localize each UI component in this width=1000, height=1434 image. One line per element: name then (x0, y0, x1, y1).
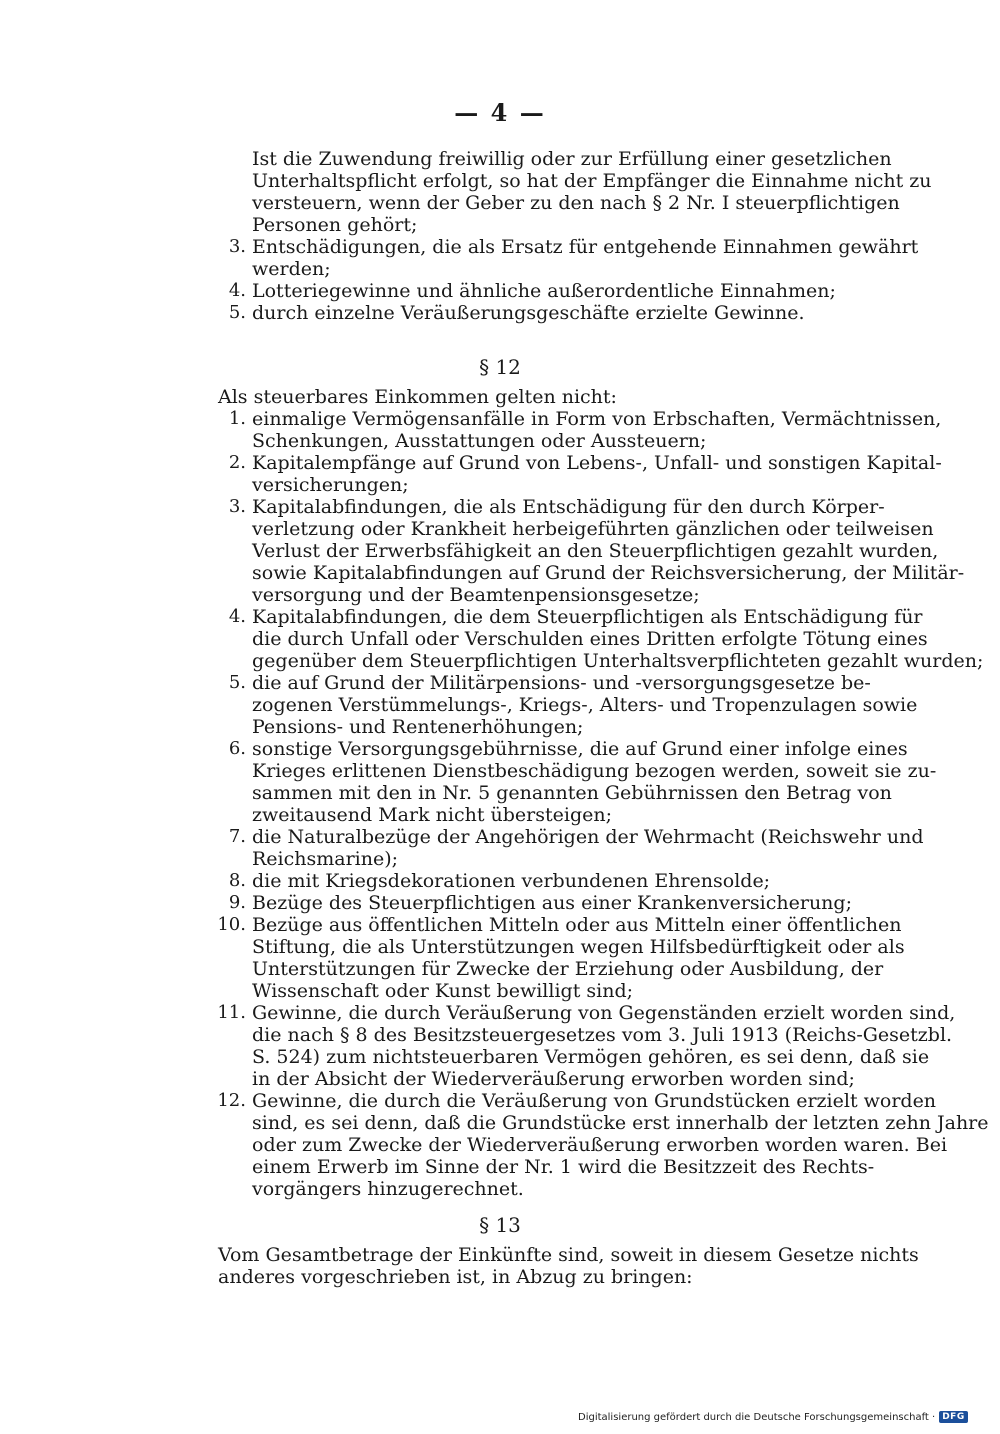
text-line: verletzung oder Krankheit herbeigeführten gänzlichen oder teilweisen (252, 518, 934, 540)
item-number: 5. (228, 302, 246, 323)
top-list (218, 236, 919, 324)
list-item (218, 452, 942, 496)
text-line: Stiftung, die als Unterstützungen wegen Hilfsbedürftigkeit oder als (252, 936, 905, 958)
section-12-heading: § 12 (479, 355, 521, 379)
page-number: — 4 — (454, 98, 546, 127)
text-line: versicherungen; (252, 474, 409, 496)
footer-credit (578, 1411, 968, 1423)
text-line: Krieges erlittenen Dienstbeschädigung bezogen werden, soweit sie zu- (252, 760, 937, 782)
item-number: 9. (228, 892, 246, 913)
item-number: 5. (228, 672, 246, 693)
text-line: Entschädigungen, die als Ersatz für entgehende Einnahmen gewährt (252, 236, 919, 258)
item-number: 12. (217, 1090, 246, 1111)
section-12-body (217, 386, 989, 1200)
text-line: Gewinne, die durch die Veräußerung von Grundstücken erzielt worden (252, 1090, 937, 1112)
item-number: 3. (228, 496, 246, 517)
list-item (218, 870, 840, 892)
text-line: Ist die Zuwendung freiwillig oder zur Erfüllung einer gesetzlichen (252, 148, 892, 170)
text-line: Bezüge aus öffentlichen Mitteln oder aus Mitteln einer öffentlichen (252, 914, 902, 936)
item-number: 3. (228, 236, 246, 257)
list-item (218, 738, 937, 826)
list-item (218, 672, 918, 738)
text-line: Kapitalabfindungen, die dem Steuerpflichtigen als Entschädigung für (252, 606, 923, 628)
text-line: die Naturalbezüge der Angehörigen der Wehrmacht (Reichswehr und (252, 826, 924, 848)
list-item (218, 892, 852, 914)
item-number: 6. (228, 738, 246, 759)
text-line: Unterstützungen für Zwecke der Erziehung oder Ausbildung, der (252, 958, 884, 980)
text-line: S. 524) zum nichtsteuerbaren Vermögen gehören, es sei denn, daß sie (252, 1046, 930, 1068)
text-line: Vom Gesamtbetrage der Einkünfte sind, soweit in diesem Gesetze nichts (218, 1244, 919, 1266)
text-line: Verlust der Erwerbsfähigkeit an den Steuerpflichtigen gezahlt wurden, (252, 540, 939, 562)
text-line: die auf Grund der Militärpensions- und -versorgungsgesetze be- (252, 672, 871, 694)
text-line: zweitausend Mark nicht übersteigen; (252, 804, 612, 826)
item-number: 2. (228, 452, 246, 473)
item-number: 11. (217, 1002, 246, 1023)
item-number: 10. (217, 914, 246, 935)
text-line: gegenüber dem Steuerpflichtigen Unterhaltsverpflichteten gezahlt wurden; (252, 650, 984, 672)
text-line: einem Erwerb im Sinne der Nr. 1 wird die Besitzzeit des Rechts- (252, 1156, 875, 1178)
text-line: die durch Unfall oder Verschulden eines Dritten erfolgte Tötung eines (252, 628, 928, 650)
text-line: zogenen Verstümmelungs-, Kriegs-, Alters- und Tropenzulagen sowie (252, 694, 918, 716)
text-line: sowie Kapitalabfindungen auf Grund der Reichsversicherung, der Militär- (252, 562, 965, 584)
footer-text: Digitalisierung gefördert durch die Deutsche Forschungsgemeinschaft · (578, 1411, 936, 1423)
list-item (217, 1090, 989, 1200)
item-number: 8. (228, 870, 246, 891)
list-item (218, 496, 965, 606)
text-line: sammen mit den in Nr. 5 genannten Gebührnissen den Betrag von (252, 782, 892, 804)
text-line: versorgung und der Beamtenpensionsgesetze; (252, 584, 700, 606)
list-item (218, 826, 924, 870)
list-item (218, 280, 840, 302)
text-line: Wissenschaft oder Kunst bewilligt sind; (252, 980, 634, 1002)
text-line: Reichsmarine); (252, 848, 399, 870)
text-line: Schenkungen, Ausstattungen oder Aussteuern; (252, 430, 707, 452)
text-line: oder zum Zwecke der Wiederveräußerung erworben worden waren. Bei (252, 1134, 948, 1156)
text-line: sind, es sei denn, daß die Grundstücke erst innerhalb der letzten zehn Jahre (252, 1112, 989, 1134)
list-item (217, 914, 905, 1002)
text-line: durch einzelne Veräußerungsgeschäfte erzielte Gewinne. (252, 302, 805, 324)
text-line: sonstige Versorgungsgebührnisse, die auf Grund einer infolge eines (252, 738, 908, 760)
text-line: anderes vorgeschrieben ist, in Abzug zu bringen: (218, 1266, 693, 1288)
item-number: 4. (228, 280, 246, 301)
text-line: die nach § 8 des Besitzsteuergesetzes vom 3. Juli 1913 (Reichs-Gesetzbl. (252, 1024, 953, 1046)
intro-paragraph (218, 148, 932, 236)
text-line: Bezüge des Steuerpflichtigen aus einer Krankenversicherung; (252, 892, 852, 914)
section-13-heading: § 13 (479, 1213, 521, 1237)
item-number: 7. (228, 826, 246, 847)
text-line: die mit Kriegsdekorationen verbundenen Ehrensolde; (252, 870, 771, 892)
text-line: versteuern, wenn der Geber zu den nach § 2 Nr. I steuerpflichtigen (252, 192, 900, 214)
list-item (218, 408, 942, 452)
item-number: 1. (228, 408, 246, 429)
text-line: einmalige Vermögensanfälle in Form von Erbschaften, Vermächtnissen, (252, 408, 942, 430)
text-line: Lotteriegewinne und ähnliche außerordentliche Einnahmen; (252, 280, 836, 302)
list-item (218, 236, 919, 280)
text-line: werden; (252, 258, 331, 280)
text-line: Unterhaltspflicht erfolgt, so hat der Empfänger die Einnahme nicht zu (252, 170, 932, 192)
section-13-body (218, 1244, 919, 1288)
list-item (218, 302, 840, 324)
text-line: Gewinne, die durch Veräußerung von Gegenständen erzielt worden sind, (252, 1002, 956, 1024)
section-lead: Als steuerbares Einkommen gelten nicht: (218, 386, 617, 408)
text-line: Kapitalabfindungen, die als Entschädigung für den durch Körper- (252, 496, 885, 518)
text-line: Personen gehört; (252, 214, 418, 236)
item-number: 4. (228, 606, 246, 627)
text-line: Pensions- und Rentenerhöhungen; (252, 716, 584, 738)
text-line: vorgängers hinzugerechnet. (252, 1178, 524, 1200)
dfg-logo-icon: DFG (939, 1411, 968, 1423)
list-item (218, 606, 984, 672)
text-line: in der Absicht der Wiederveräußerung erworben worden sind; (252, 1068, 855, 1090)
text-line: Kapitalempfänge auf Grund von Lebens-, Unfall- und sonstigen Kapital- (252, 452, 942, 474)
list-item (217, 1002, 956, 1090)
